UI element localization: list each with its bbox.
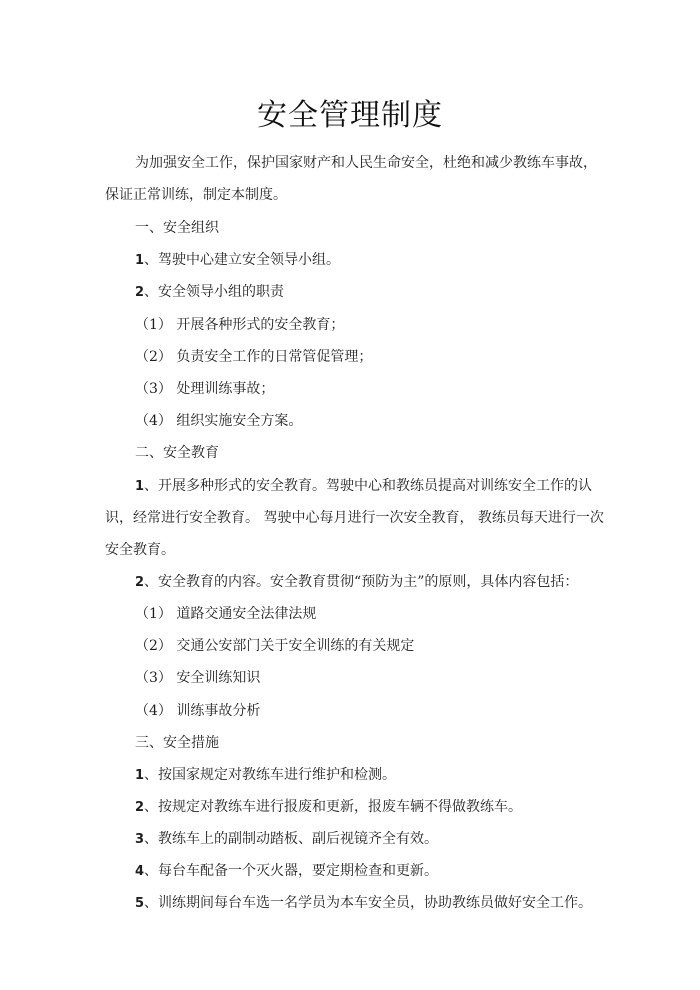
section1-item-1 [135, 251, 340, 270]
section-heading-2: 二、安全教育 [135, 445, 219, 461]
item-number: 2 [135, 285, 145, 300]
item-text: 、教练车上的副制动踏板、副后视镜齐全有效。 [144, 831, 439, 847]
section1-subitem-1: （1） 开展各种形式的安全教育； [135, 317, 345, 333]
document-title: 安全管理制度 [257, 98, 443, 133]
section3-item-5 [135, 894, 592, 913]
section2-para1-line-3: 安全教育。 [105, 542, 175, 558]
item-text: 、按规定对教练车进行报废和更新，报废车辆不得做教练车。 [144, 799, 523, 815]
section2-para1-line-1 [135, 477, 592, 496]
section3-item-2 [135, 798, 522, 817]
item-text: 、安全领导小组的职责 [144, 284, 285, 300]
item-text: 、每台车配备一个灭火器，要定期检查和更新。 [144, 863, 439, 879]
intro-line-1: 为加强安全工作，保护国家财产和人民生命安全，杜绝和减少教练车事故， [135, 155, 597, 171]
item-number: 1 [135, 253, 145, 268]
item-text: 、安全教育的内容。安全教育贯彻“预防为主”的原则，具体内容包括： [144, 574, 579, 590]
section1-subitem-2: （2） 负责安全工作的日常管促管理； [135, 349, 373, 365]
item-number: 2 [135, 800, 145, 815]
section3-item-3 [135, 830, 438, 849]
section2-subitem-3: （3） 安全训练知识 [135, 670, 261, 686]
section-heading-1: 一、安全组织 [135, 220, 219, 236]
item-number: 2 [135, 575, 145, 590]
section3-item-4 [135, 862, 438, 881]
item-number: 4 [135, 864, 145, 879]
intro-line-2: 保证正常训练，制定本制度。 [105, 187, 287, 203]
item-text: 、训练期间每台车选一名学员为本车安全员，协助教练员做好安全工作。 [144, 895, 593, 911]
item-text: 、驾驶中心建立安全领导小组。 [144, 252, 341, 268]
item-number: 3 [135, 832, 145, 847]
section1-item-2 [135, 283, 284, 302]
item-text: 、开展多种形式的安全教育。驾驶中心和教练员提高对训练安全工作的认 [144, 478, 593, 494]
item-text: 、按国家规定对教练车进行维护和检测。 [144, 767, 397, 783]
section1-subitem-3: （3） 处理训练事故； [135, 381, 275, 397]
section2-subitem-2: （2） 交通公安部门关于安全训练的有关规定 [135, 638, 415, 654]
section2-para1-line-2: 识，经常进行安全教育。 驾驶中心每月进行一次安全教育， 教练员每天进行一次 [105, 510, 604, 526]
item-number: 1 [135, 479, 145, 494]
section-heading-3: 三、安全措施 [135, 735, 219, 751]
item-number: 5 [135, 896, 145, 911]
section3-item-1 [135, 766, 396, 785]
section2-para2 [135, 573, 578, 592]
section1-subitem-4: （4） 组织实施安全方案。 [135, 413, 303, 429]
item-number: 1 [135, 768, 145, 783]
section2-subitem-4: （4） 训练事故分析 [135, 703, 261, 719]
section2-subitem-1: （1） 道路交通安全法律法规 [135, 606, 317, 622]
